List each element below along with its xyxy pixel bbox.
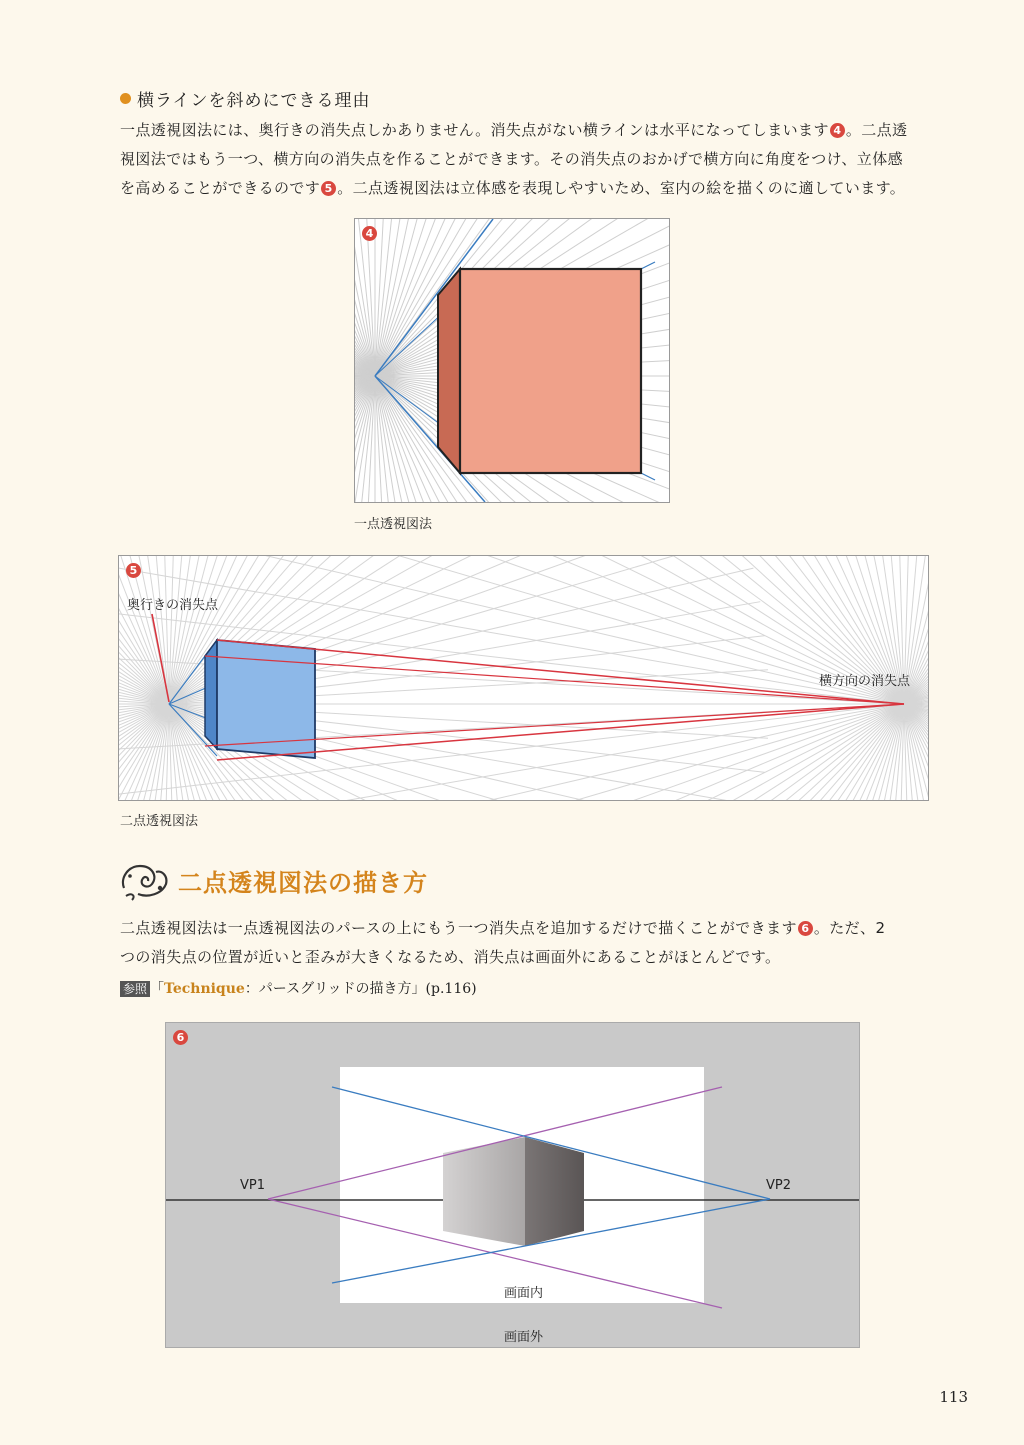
figure-4-one-point <box>354 218 670 503</box>
ornament-icon <box>118 858 170 902</box>
para-text: 視図法ではもう一つ、横方向の消失点を作ることができます。その消失点のおかげで横方向に角度をつけ、立体感 <box>120 150 904 168</box>
figure-5-two-point <box>118 555 929 801</box>
figure-5-ref-badge: 5 <box>321 181 336 196</box>
section2-paragraph <box>120 914 940 972</box>
figure-4-badge: 4 <box>362 226 377 241</box>
section-heading <box>120 86 371 111</box>
vp1-label: VP1 <box>240 1178 266 1193</box>
inside-frame-label: 画面内 <box>504 1286 544 1301</box>
figure-5-caption: 二点透視図法 <box>120 814 199 829</box>
figure-4-caption: 一点透視図法 <box>354 517 433 532</box>
para-text: つの消失点の位置が近いと歪みが大きくなるため、消失点は画面外にあることがほとんどです。 <box>120 948 781 966</box>
figure-6-badge: 6 <box>173 1030 188 1045</box>
reference-open-bracket: 「 <box>150 981 165 997</box>
outside-frame-label: 画面外 <box>504 1330 544 1345</box>
para-text: 二点透視図法は一点透視図法のパースの上にもう一つ消失点を追加するだけで描くことができます <box>120 919 797 937</box>
para-text: 。二点透視図法は立体感を表現しやすいため、室内の絵を描くのに適しています。 <box>337 179 906 197</box>
para-text: を高めることができるのです <box>120 179 321 197</box>
para-text: 一点透視図法には、奥行きの消失点しかありません。消失点がない横ラインは水平になってしまいます <box>120 121 829 139</box>
vp2-label: VP2 <box>766 1178 792 1193</box>
section-heading-text: 横ラインを斜めにできる理由 <box>137 91 371 111</box>
section-title-text: 二点透視図法の描き方 <box>178 868 428 897</box>
reference-text: ：パースグリッドの描き方」(p.116) <box>244 981 477 997</box>
depth-vanishing-point-label: 奥行きの消失点 <box>127 598 219 613</box>
figure-4-drawing <box>355 219 669 502</box>
bullet-icon <box>120 93 131 104</box>
figure-6-ref-badge: 6 <box>798 921 813 936</box>
figure-5-drawing <box>119 556 928 800</box>
reference-line <box>120 978 477 998</box>
figure-4-ref-badge: 4 <box>830 123 845 138</box>
perspective-guide-line <box>315 556 904 704</box>
figure-5-badge: 5 <box>126 563 141 578</box>
reference-technique-link[interactable]: Technique <box>164 981 245 997</box>
horizontal-vanishing-point-label: 横方向の消失点 <box>819 674 911 689</box>
page-number: 113 <box>939 1388 968 1406</box>
para-text: 。二点透 <box>845 121 908 139</box>
intro-paragraph <box>120 116 940 203</box>
section-title <box>118 858 428 902</box>
para-text: 。ただ、2 <box>813 919 886 937</box>
figure-6-frame-diagram <box>165 1022 860 1348</box>
reference-tag: 参照 <box>120 981 150 997</box>
